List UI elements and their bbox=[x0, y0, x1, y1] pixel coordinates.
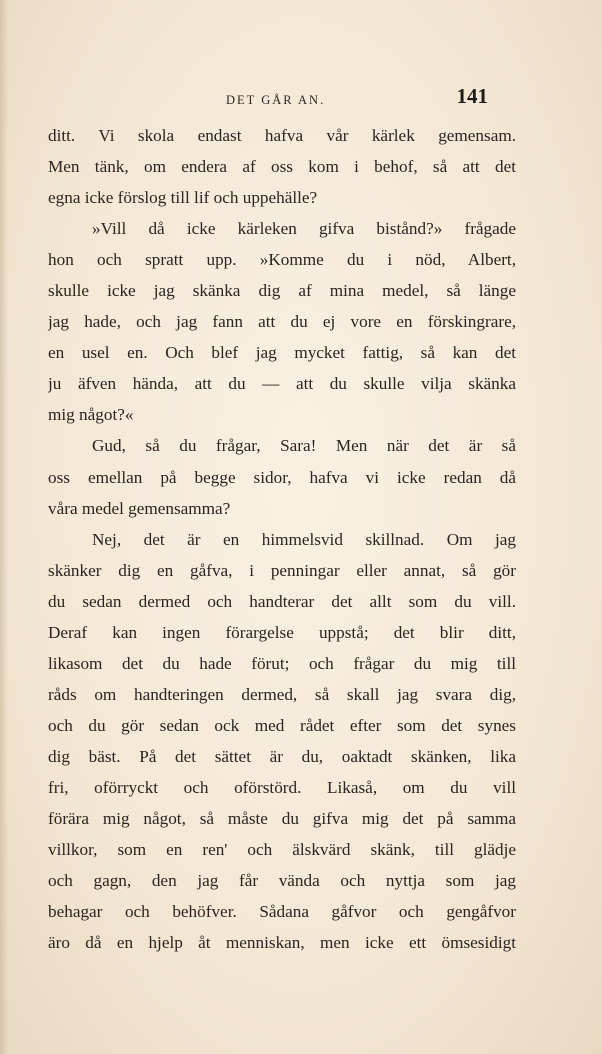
text-line: behagar och behöfver. Sådana gåfvor och gengåfvor bbox=[48, 902, 516, 922]
text-line: oss emellan på begge sidor, hafva vi icke redan då bbox=[48, 467, 516, 487]
text-line: fri, oförryckt och oförstörd. Likaså, om du vill bbox=[48, 777, 516, 797]
text-line: Nej, det är en himmelsvid skillnad. Om jag bbox=[92, 529, 516, 549]
text-line: ju äfven hända, att du — att du skulle vilja skänka bbox=[48, 374, 516, 394]
text-line: råds om handteringen dermed, så skall jag svara dig, bbox=[48, 684, 516, 704]
page-number: 141 bbox=[456, 84, 488, 108]
text-line: ditt. Vi skola endast hafva vår kärlek gemensam. bbox=[48, 126, 516, 145]
page-gutter-shadow bbox=[0, 0, 8, 1054]
text-line: dig bäst. På det sättet är du, oaktadt skänken, lika bbox=[48, 746, 516, 766]
text-line: du sedan dermed och handterar det allt som du vill. bbox=[48, 591, 516, 611]
text-line: våra medel gemensamma? bbox=[48, 498, 231, 518]
text-line: skulle icke jag skänka dig af mina medel, så länge bbox=[48, 281, 516, 301]
text-line: Men tänk, om endera af oss kom i behof, så att det bbox=[48, 157, 516, 177]
text-line: egna icke förslog till lif och uppehälle? bbox=[48, 188, 318, 208]
text-line: hon och spratt upp. »Komme du i nöd, Albert, bbox=[48, 250, 516, 270]
running-head: DET GÅR AN. bbox=[226, 93, 326, 107]
text-line: och du gör sedan ock med rådet efter som det synes bbox=[48, 715, 516, 735]
text-line: Gud, så du frågar, Sara! Men när det är så bbox=[92, 436, 516, 456]
text-line: likasom det du hade förut; och frågar du mig till bbox=[48, 653, 516, 673]
text-line: och gagn, den jag får vända och nyttja som jag bbox=[48, 871, 516, 891]
text-line: Deraf kan ingen förargelse uppstå; det blir ditt, bbox=[48, 622, 516, 642]
text-line: »Vill då icke kärleken gifva bistånd?» frågade bbox=[92, 219, 516, 239]
text-line: mig något?« bbox=[48, 405, 134, 425]
text-line: förära mig något, så måste du gifva mig det på samma bbox=[48, 809, 516, 829]
page-header bbox=[48, 84, 490, 114]
body-text bbox=[48, 120, 516, 958]
text-line: villkor, som en ren' och älskvärd skänk, till glädje bbox=[48, 840, 516, 860]
text-line: äro då en hjelp åt menniskan, men icke ett ömsesidigt bbox=[48, 933, 516, 953]
text-line: jag hade, och jag fann att du ej vore en förskingrare, bbox=[48, 312, 516, 332]
text-line: skänker dig en gåfva, i penningar eller annat, så gör bbox=[48, 560, 516, 580]
text-line: en usel en. Och blef jag mycket fattig, så kan det bbox=[48, 343, 516, 363]
